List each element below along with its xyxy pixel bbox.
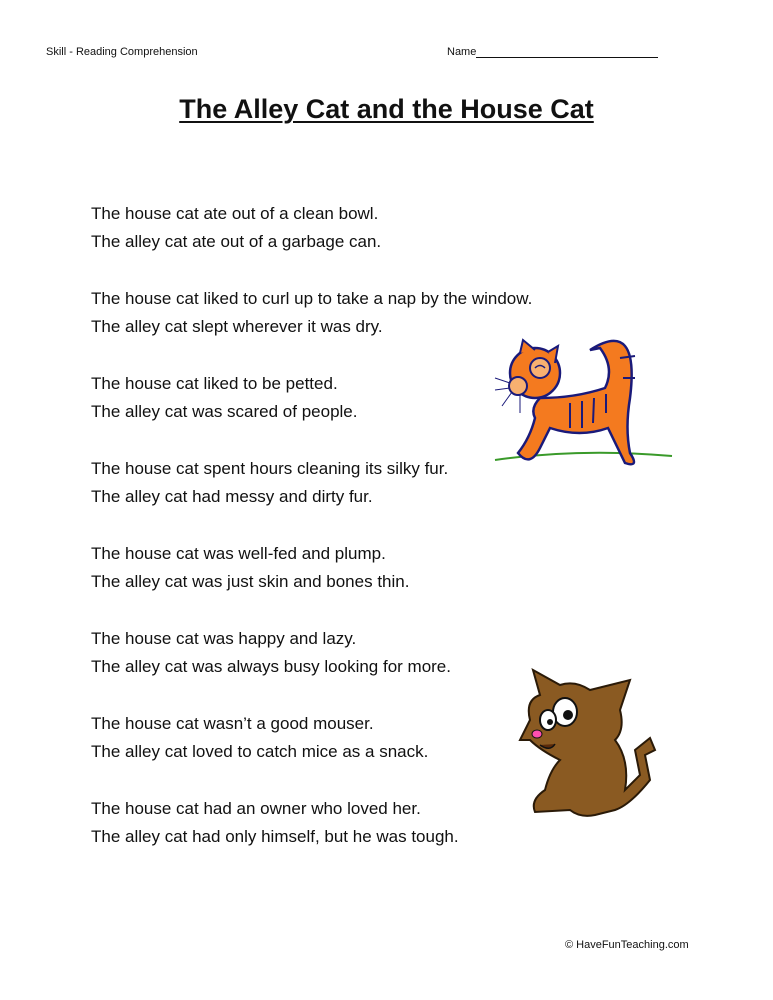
house-cat-line: The house cat ate out of a clean bowl.: [91, 204, 379, 223]
alley-cat-line: The alley cat loved to catch mice as a snack.: [91, 742, 429, 761]
stanza: [91, 455, 448, 511]
copyright-footer: © HaveFunTeaching.com: [565, 939, 689, 951]
house-cat-line: The house cat spent hours cleaning its silky fur.: [91, 459, 449, 478]
name-label: Name: [447, 46, 477, 58]
house-cat-line: The house cat liked to curl up to take a nap by the window.: [91, 289, 533, 308]
name-blank-line[interactable]: [476, 46, 658, 58]
house-cat-line: The house cat was happy and lazy.: [91, 629, 357, 648]
alley-cat-line: The alley cat slept wherever it was dry.: [91, 317, 383, 336]
house-cat-line: The house cat wasn’t a good mouser.: [91, 714, 374, 733]
stanza: [91, 370, 357, 426]
alley-cat-line: The alley cat was scared of people.: [91, 402, 358, 421]
alley-cat-line: The alley cat had only himself, but he was tough.: [91, 827, 459, 846]
stanza: [91, 200, 381, 256]
name-field[interactable]: [447, 46, 658, 58]
alley-cat-line: The alley cat was just skin and bones thin.: [91, 572, 410, 591]
stanza: [91, 795, 459, 851]
skill-label: Skill - Reading Comprehension: [46, 46, 198, 58]
brown-alley-cat-illustration: [515, 660, 660, 825]
stanza: [91, 625, 451, 681]
house-cat-line: The house cat liked to be petted.: [91, 374, 338, 393]
orange-cat-illustration: [490, 328, 675, 473]
house-cat-line: The house cat had an owner who loved her.: [91, 799, 421, 818]
stanza: [91, 540, 409, 596]
house-cat-line: The house cat was well-fed and plump.: [91, 544, 386, 563]
alley-cat-line: The alley cat was always busy looking for more.: [91, 657, 451, 676]
alley-cat-line: The alley cat had messy and dirty fur.: [91, 487, 373, 506]
stanza: [91, 285, 532, 341]
alley-cat-line: The alley cat ate out of a garbage can.: [91, 232, 382, 251]
page-title: The Alley Cat and the House Cat: [179, 94, 594, 124]
stanza: [91, 710, 428, 766]
